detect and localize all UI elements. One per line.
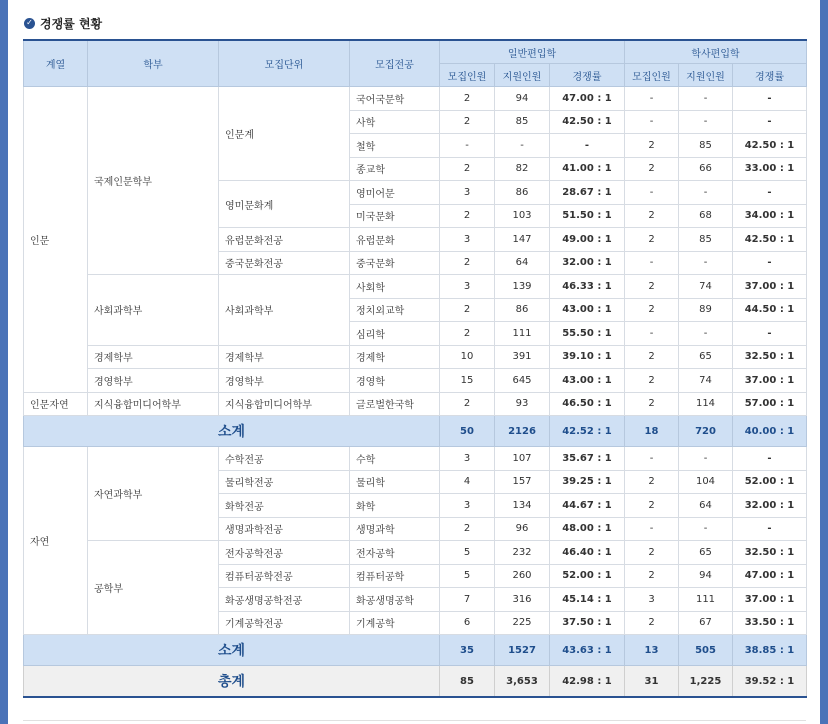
bachelor-recruit-cell: - <box>625 87 679 111</box>
header-bachelor-apply: 지원인원 <box>679 64 733 87</box>
major-cell: 물리학 <box>350 470 440 494</box>
faculty-cell: 지식융합미디어학부 <box>88 392 219 416</box>
bachelor-apply-cell: 94 <box>679 564 733 588</box>
table-row <box>24 541 807 565</box>
subtotal-bachelor-rate: 38.85 : 1 <box>733 635 807 666</box>
subtotal-general-rate: 42.52 : 1 <box>550 416 625 447</box>
general-apply-cell: 111 <box>495 322 550 346</box>
subtotal-bachelor-apply: 720 <box>679 416 733 447</box>
general-apply-cell: 93 <box>495 392 550 416</box>
major-cell: 철학 <box>350 134 440 158</box>
bachelor-rate-cell: 32.50 : 1 <box>733 345 807 369</box>
bachelor-recruit-cell: 2 <box>625 228 679 252</box>
subtotal-bachelor-apply: 505 <box>679 635 733 666</box>
table-row <box>24 87 807 111</box>
unit-cell: 기계공학전공 <box>219 611 350 635</box>
major-cell: 기계공학 <box>350 611 440 635</box>
faculty-cell: 경영학부 <box>88 369 219 393</box>
header-bachelor-rate: 경쟁률 <box>733 64 807 87</box>
header-unit: 모집단위 <box>219 40 350 87</box>
general-recruit-cell: 10 <box>440 345 495 369</box>
major-cell: 경영학 <box>350 369 440 393</box>
general-rate-cell: 46.40 : 1 <box>550 541 625 565</box>
general-apply-cell: 134 <box>495 494 550 518</box>
content-panel <box>8 0 820 724</box>
general-apply-cell: 260 <box>495 564 550 588</box>
bachelor-recruit-cell: 2 <box>625 541 679 565</box>
subtotal-general-apply: 1527 <box>495 635 550 666</box>
general-recruit-cell: 3 <box>440 228 495 252</box>
bachelor-rate-cell: 33.50 : 1 <box>733 611 807 635</box>
general-recruit-cell: 2 <box>440 298 495 322</box>
bachelor-rate-cell: 32.00 : 1 <box>733 494 807 518</box>
bachelor-rate-cell: - <box>733 322 807 346</box>
general-recruit-cell: 3 <box>440 181 495 205</box>
footer-divider <box>23 720 806 721</box>
general-recruit-cell: 2 <box>440 251 495 275</box>
general-apply-cell: 316 <box>495 588 550 612</box>
competition-rate-table <box>23 39 807 698</box>
section-heading <box>24 13 102 33</box>
general-recruit-cell: 2 <box>440 157 495 181</box>
bachelor-recruit-cell: - <box>625 251 679 275</box>
bachelor-recruit-cell: 2 <box>625 494 679 518</box>
major-cell: 미국문화 <box>350 204 440 228</box>
major-cell: 국어국문학 <box>350 87 440 111</box>
general-apply-cell: 232 <box>495 541 550 565</box>
bachelor-apply-cell: 74 <box>679 369 733 393</box>
bachelor-rate-cell: 47.00 : 1 <box>733 564 807 588</box>
general-recruit-cell: 2 <box>440 110 495 134</box>
general-apply-cell: 391 <box>495 345 550 369</box>
general-recruit-cell: 2 <box>440 392 495 416</box>
major-cell: 화공생명공학 <box>350 588 440 612</box>
subtotal-bachelor-recruit: 18 <box>625 416 679 447</box>
bachelor-recruit-cell: - <box>625 181 679 205</box>
subtotal-label: 소계 <box>24 635 440 666</box>
faculty-cell: 경제학부 <box>88 345 219 369</box>
general-recruit-cell: 2 <box>440 87 495 111</box>
bachelor-rate-cell: 42.50 : 1 <box>733 228 807 252</box>
field-cell: 인문자연 <box>24 392 88 416</box>
major-cell: 영미어문 <box>350 181 440 205</box>
subtotal-row <box>24 635 807 666</box>
header-general-transfer: 일반편입학 <box>440 40 625 64</box>
subtotal-general-recruit: 35 <box>440 635 495 666</box>
general-apply-cell: 94 <box>495 87 550 111</box>
general-rate-cell: 35.67 : 1 <box>550 447 625 471</box>
major-cell: 유럽문화 <box>350 228 440 252</box>
general-rate-cell: 42.50 : 1 <box>550 110 625 134</box>
bachelor-apply-cell: 104 <box>679 470 733 494</box>
total-general-rate: 42.98 : 1 <box>550 666 625 698</box>
general-rate-cell: 46.33 : 1 <box>550 275 625 299</box>
unit-cell: 생명과학전공 <box>219 517 350 541</box>
unit-cell: 수학전공 <box>219 447 350 471</box>
bachelor-rate-cell: - <box>733 447 807 471</box>
bachelor-rate-cell: - <box>733 110 807 134</box>
bachelor-recruit-cell: - <box>625 447 679 471</box>
general-apply-cell: 645 <box>495 369 550 393</box>
bachelor-rate-cell: - <box>733 181 807 205</box>
major-cell: 사학 <box>350 110 440 134</box>
header-bachelor-recruit: 모집인원 <box>625 64 679 87</box>
unit-cell: 유럽문화전공 <box>219 228 350 252</box>
bachelor-apply-cell: 65 <box>679 541 733 565</box>
general-rate-cell: 52.00 : 1 <box>550 564 625 588</box>
general-rate-cell: 28.67 : 1 <box>550 181 625 205</box>
header-bachelor-transfer: 학사편입학 <box>625 40 807 64</box>
general-rate-cell: 43.00 : 1 <box>550 369 625 393</box>
table-row <box>24 447 807 471</box>
faculty-cell: 공학부 <box>88 541 219 635</box>
bachelor-rate-cell: 34.00 : 1 <box>733 204 807 228</box>
bachelor-apply-cell: - <box>679 87 733 111</box>
general-rate-cell: 48.00 : 1 <box>550 517 625 541</box>
major-cell: 종교학 <box>350 157 440 181</box>
unit-cell: 물리학전공 <box>219 470 350 494</box>
bachelor-rate-cell: 33.00 : 1 <box>733 157 807 181</box>
general-recruit-cell: 3 <box>440 494 495 518</box>
bachelor-apply-cell: 66 <box>679 157 733 181</box>
unit-cell: 영미문화계 <box>219 181 350 228</box>
general-recruit-cell: 7 <box>440 588 495 612</box>
header-general-rate: 경쟁률 <box>550 64 625 87</box>
major-cell: 컴퓨터공학 <box>350 564 440 588</box>
header-general-apply: 지원인원 <box>495 64 550 87</box>
bachelor-recruit-cell: 2 <box>625 134 679 158</box>
major-cell: 글로벌한국학 <box>350 392 440 416</box>
general-apply-cell: 96 <box>495 517 550 541</box>
general-recruit-cell: 2 <box>440 517 495 541</box>
total-bachelor-recruit: 31 <box>625 666 679 698</box>
total-general-apply: 3,653 <box>495 666 550 698</box>
general-rate-cell: 55.50 : 1 <box>550 322 625 346</box>
bachelor-apply-cell: 111 <box>679 588 733 612</box>
bachelor-rate-cell: 52.00 : 1 <box>733 470 807 494</box>
unit-cell: 지식융합미디어학부 <box>219 392 350 416</box>
field-cell: 인문 <box>24 87 88 393</box>
header-field: 계열 <box>24 40 88 87</box>
general-apply-cell: 64 <box>495 251 550 275</box>
faculty-cell: 사회과학부 <box>88 275 219 346</box>
general-recruit-cell: 2 <box>440 322 495 346</box>
unit-cell: 중국문화전공 <box>219 251 350 275</box>
bachelor-apply-cell: 68 <box>679 204 733 228</box>
major-cell: 정치외교학 <box>350 298 440 322</box>
bachelor-rate-cell: 37.00 : 1 <box>733 369 807 393</box>
total-label: 총계 <box>24 666 440 698</box>
subtotal-general-apply: 2126 <box>495 416 550 447</box>
bachelor-rate-cell: 37.00 : 1 <box>733 588 807 612</box>
faculty-cell: 자연과학부 <box>88 447 219 541</box>
general-rate-cell: 41.00 : 1 <box>550 157 625 181</box>
general-rate-cell: 44.67 : 1 <box>550 494 625 518</box>
field-cell: 자연 <box>24 447 88 635</box>
general-apply-cell: 225 <box>495 611 550 635</box>
section-title: 경쟁률 현황 <box>40 16 103 31</box>
general-rate-cell: 51.50 : 1 <box>550 204 625 228</box>
bachelor-apply-cell: 89 <box>679 298 733 322</box>
bachelor-recruit-cell: 2 <box>625 345 679 369</box>
unit-cell: 화학전공 <box>219 494 350 518</box>
bachelor-recruit-cell: 2 <box>625 369 679 393</box>
table-row <box>24 275 807 299</box>
general-apply-cell: 157 <box>495 470 550 494</box>
major-cell: 수학 <box>350 447 440 471</box>
subtotal-label: 소계 <box>24 416 440 447</box>
general-rate-cell: 43.00 : 1 <box>550 298 625 322</box>
bachelor-rate-cell: 57.00 : 1 <box>733 392 807 416</box>
general-recruit-cell: 15 <box>440 369 495 393</box>
bachelor-recruit-cell: 2 <box>625 275 679 299</box>
bachelor-recruit-cell: 2 <box>625 611 679 635</box>
general-recruit-cell: 5 <box>440 541 495 565</box>
bachelor-recruit-cell: - <box>625 322 679 346</box>
unit-cell: 인문계 <box>219 87 350 181</box>
bachelor-rate-cell: 32.50 : 1 <box>733 541 807 565</box>
bachelor-recruit-cell: - <box>625 517 679 541</box>
general-rate-cell: 39.10 : 1 <box>550 345 625 369</box>
bachelor-recruit-cell: - <box>625 110 679 134</box>
faculty-cell: 국제인문학부 <box>88 87 219 275</box>
check-circle-icon: ✓ <box>24 18 35 29</box>
subtotal-row <box>24 416 807 447</box>
general-apply-cell: 147 <box>495 228 550 252</box>
major-cell: 화학 <box>350 494 440 518</box>
unit-cell: 컴퓨터공학전공 <box>219 564 350 588</box>
general-apply-cell: 86 <box>495 181 550 205</box>
general-rate-cell: 49.00 : 1 <box>550 228 625 252</box>
total-bachelor-rate: 39.52 : 1 <box>733 666 807 698</box>
bachelor-rate-cell: 44.50 : 1 <box>733 298 807 322</box>
bachelor-apply-cell: 114 <box>679 392 733 416</box>
general-rate-cell: 46.50 : 1 <box>550 392 625 416</box>
unit-cell: 화공생명공학전공 <box>219 588 350 612</box>
general-recruit-cell: 5 <box>440 564 495 588</box>
major-cell: 사회학 <box>350 275 440 299</box>
bachelor-apply-cell: - <box>679 181 733 205</box>
bachelor-apply-cell: - <box>679 447 733 471</box>
bachelor-recruit-cell: 2 <box>625 392 679 416</box>
table-row <box>24 392 807 416</box>
general-rate-cell: 47.00 : 1 <box>550 87 625 111</box>
general-apply-cell: 139 <box>495 275 550 299</box>
bachelor-apply-cell: 67 <box>679 611 733 635</box>
subtotal-bachelor-rate: 40.00 : 1 <box>733 416 807 447</box>
bachelor-rate-cell: - <box>733 87 807 111</box>
unit-cell: 경제학부 <box>219 345 350 369</box>
general-apply-cell: - <box>495 134 550 158</box>
unit-cell: 전자공학전공 <box>219 541 350 565</box>
bachelor-rate-cell: 42.50 : 1 <box>733 134 807 158</box>
major-cell: 심리학 <box>350 322 440 346</box>
bachelor-apply-cell: 65 <box>679 345 733 369</box>
general-rate-cell: 32.00 : 1 <box>550 251 625 275</box>
general-recruit-cell: 3 <box>440 275 495 299</box>
subtotal-general-recruit: 50 <box>440 416 495 447</box>
bachelor-rate-cell: - <box>733 517 807 541</box>
bachelor-apply-cell: - <box>679 251 733 275</box>
total-bachelor-apply: 1,225 <box>679 666 733 698</box>
bachelor-rate-cell: 37.00 : 1 <box>733 275 807 299</box>
bachelor-recruit-cell: 2 <box>625 564 679 588</box>
bachelor-apply-cell: - <box>679 110 733 134</box>
bachelor-recruit-cell: 2 <box>625 157 679 181</box>
unit-cell: 사회과학부 <box>219 275 350 346</box>
unit-cell: 경영학부 <box>219 369 350 393</box>
subtotal-general-rate: 43.63 : 1 <box>550 635 625 666</box>
header-major: 모집전공 <box>350 40 440 87</box>
general-apply-cell: 82 <box>495 157 550 181</box>
general-apply-cell: 107 <box>495 447 550 471</box>
general-apply-cell: 85 <box>495 110 550 134</box>
general-rate-cell: 39.25 : 1 <box>550 470 625 494</box>
bachelor-apply-cell: 85 <box>679 134 733 158</box>
major-cell: 생명과학 <box>350 517 440 541</box>
general-apply-cell: 103 <box>495 204 550 228</box>
bachelor-apply-cell: - <box>679 322 733 346</box>
bachelor-recruit-cell: 2 <box>625 470 679 494</box>
total-row <box>24 666 807 698</box>
bachelor-apply-cell: 85 <box>679 228 733 252</box>
general-recruit-cell: 2 <box>440 204 495 228</box>
bachelor-apply-cell: - <box>679 517 733 541</box>
major-cell: 전자공학 <box>350 541 440 565</box>
bachelor-recruit-cell: 2 <box>625 204 679 228</box>
bachelor-apply-cell: 64 <box>679 494 733 518</box>
bachelor-recruit-cell: 3 <box>625 588 679 612</box>
general-rate-cell: - <box>550 134 625 158</box>
bachelor-recruit-cell: 2 <box>625 298 679 322</box>
general-recruit-cell: - <box>440 134 495 158</box>
major-cell: 중국문화 <box>350 251 440 275</box>
general-recruit-cell: 4 <box>440 470 495 494</box>
general-rate-cell: 45.14 : 1 <box>550 588 625 612</box>
table-row <box>24 345 807 369</box>
header-faculty: 학부 <box>88 40 219 87</box>
general-recruit-cell: 3 <box>440 447 495 471</box>
subtotal-bachelor-recruit: 13 <box>625 635 679 666</box>
bachelor-rate-cell: - <box>733 251 807 275</box>
bachelor-apply-cell: 74 <box>679 275 733 299</box>
general-recruit-cell: 6 <box>440 611 495 635</box>
major-cell: 경제학 <box>350 345 440 369</box>
table-row <box>24 369 807 393</box>
general-apply-cell: 86 <box>495 298 550 322</box>
general-rate-cell: 37.50 : 1 <box>550 611 625 635</box>
header-general-recruit: 모집인원 <box>440 64 495 87</box>
total-general-recruit: 85 <box>440 666 495 698</box>
